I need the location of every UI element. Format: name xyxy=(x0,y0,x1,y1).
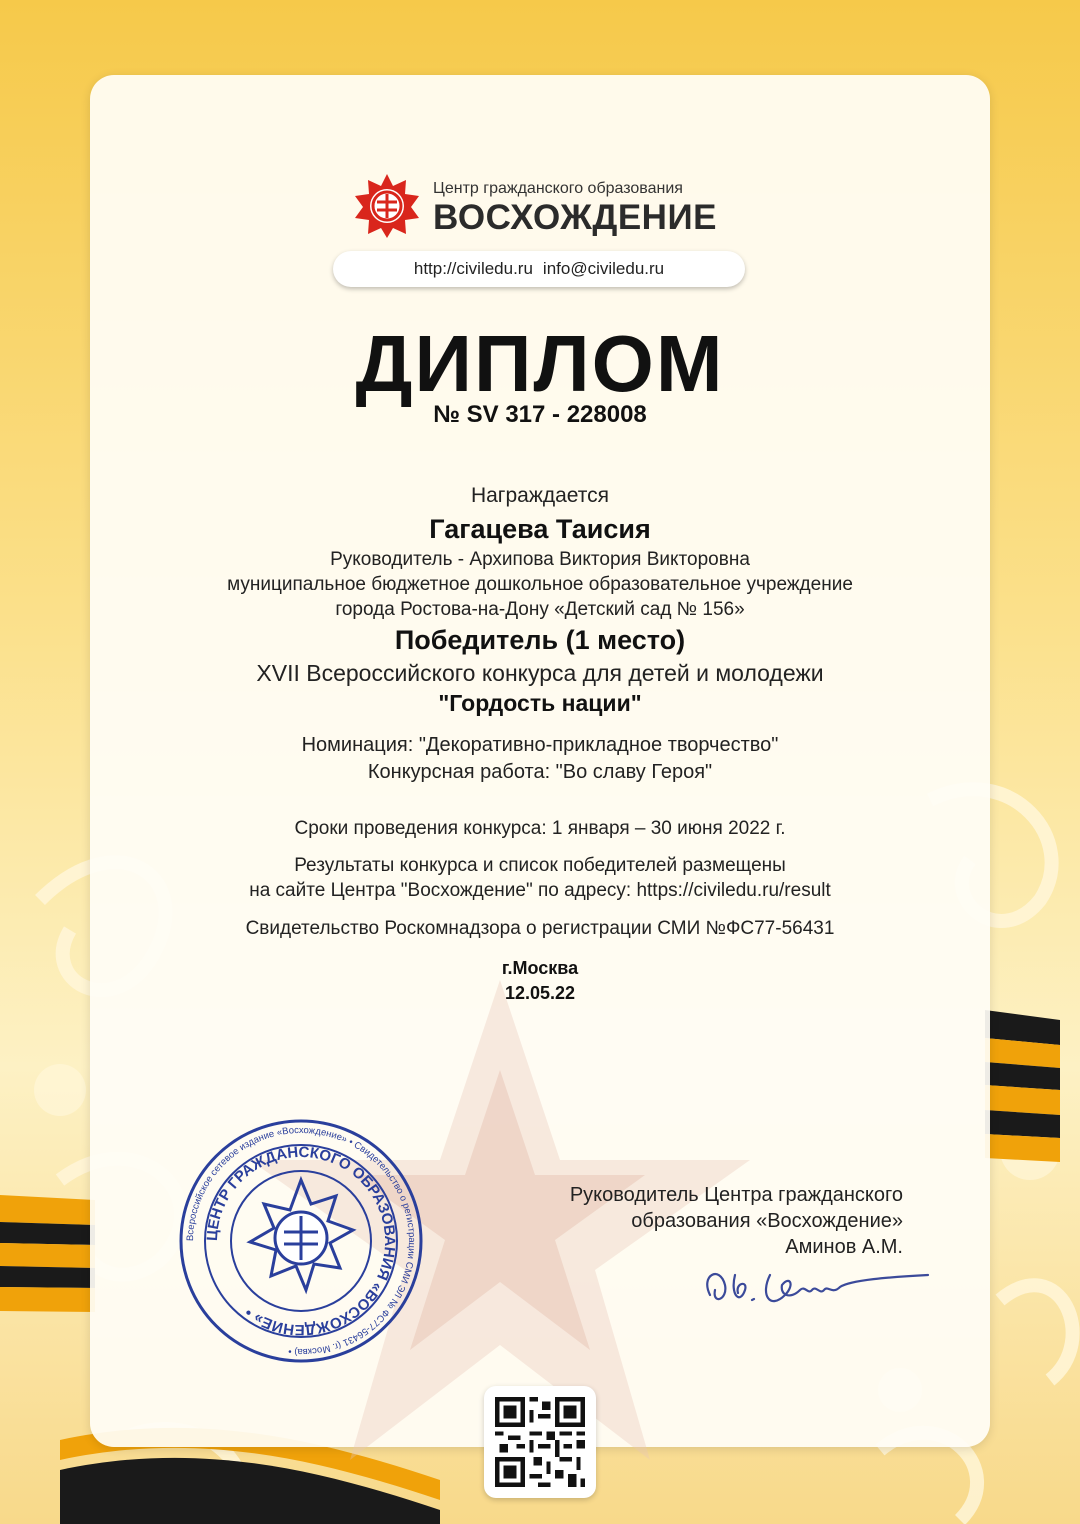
nomination-line: Номинация: "Декоративно-прикладное творчество" xyxy=(301,734,779,756)
institution-line-1: муниципальное бюджетное дошкольное образовательное учреждение xyxy=(227,574,853,595)
signature-line-1: Руководитель Центра гражданского xyxy=(569,1184,903,1206)
seal-inner-text: ЦЕНТР ГРАЖДАНСКОГО ОБРАЗОВАНИЯ «ВОСХОЖДЕНИЕ» • xyxy=(203,1143,399,1339)
results-line-2: на сайте Центра "Восхождение" по адресу: https://civiledu.ru/result xyxy=(249,880,831,901)
city: г.Москва xyxy=(501,958,579,978)
signature-line-3: Аминов А.М. xyxy=(785,1236,903,1258)
ribbon-right xyxy=(985,1010,1060,1162)
signature-block xyxy=(520,1182,903,1260)
issue-date: 12.05.22 xyxy=(504,983,576,1003)
logo-name: ВОСХОЖДЕНИЕ xyxy=(433,198,717,237)
logo-emblem-icon xyxy=(353,172,421,240)
contest-description: XVII Всероссийского конкурса для детей и молодежи xyxy=(256,660,824,686)
supervisor-line: Руководитель - Архипова Виктория Викторовна xyxy=(330,549,750,570)
diploma-title: ДИПЛОМ xyxy=(355,319,725,408)
recipient-name: Гагацева Таисия xyxy=(429,514,651,544)
organization-logo xyxy=(353,172,733,244)
logo-subtitle: Центр гражданского образования xyxy=(433,180,683,197)
registration-line: Свидетельство Роскомнадзора о регистрации СМИ №ФС77-56431 xyxy=(245,918,835,939)
qr-code-icon xyxy=(495,1394,585,1490)
place-title: Победитель (1 место) xyxy=(394,625,686,655)
contacts-bar xyxy=(333,251,745,287)
email-link[interactable]: info@civiledu.ru xyxy=(542,259,665,278)
handwritten-signature xyxy=(690,1255,930,1315)
contest-dates: Сроки проведения конкурса: 1 января – 30 июня 2022 г. xyxy=(294,818,786,839)
ribbon-left xyxy=(0,1195,95,1312)
official-seal xyxy=(178,1118,424,1364)
qr-code[interactable] xyxy=(484,1386,596,1498)
seal-outer-text: Всероссийское сетевое издание «Восхождение» • Свидетельство о регистрации СМИ ЭЛ № ФС77-56431 (г. Москва) • xyxy=(184,1124,418,1358)
contest-name: "Гордость нации" xyxy=(438,690,642,716)
diploma-number: № SV 317 - 228008 xyxy=(433,401,647,428)
awarded-label: Награждается xyxy=(470,484,610,507)
results-line-1: Результаты конкурса и список победителей размещены xyxy=(294,855,786,876)
website-link[interactable]: http://civiledu.ru xyxy=(413,259,533,278)
institution-line-2: города Ростова-на-Дону «Детский сад № 156» xyxy=(335,599,745,620)
work-line: Конкурсная работа: "Во славу Героя" xyxy=(367,761,713,783)
signature-line-2: образования «Восхождение» xyxy=(631,1210,903,1232)
